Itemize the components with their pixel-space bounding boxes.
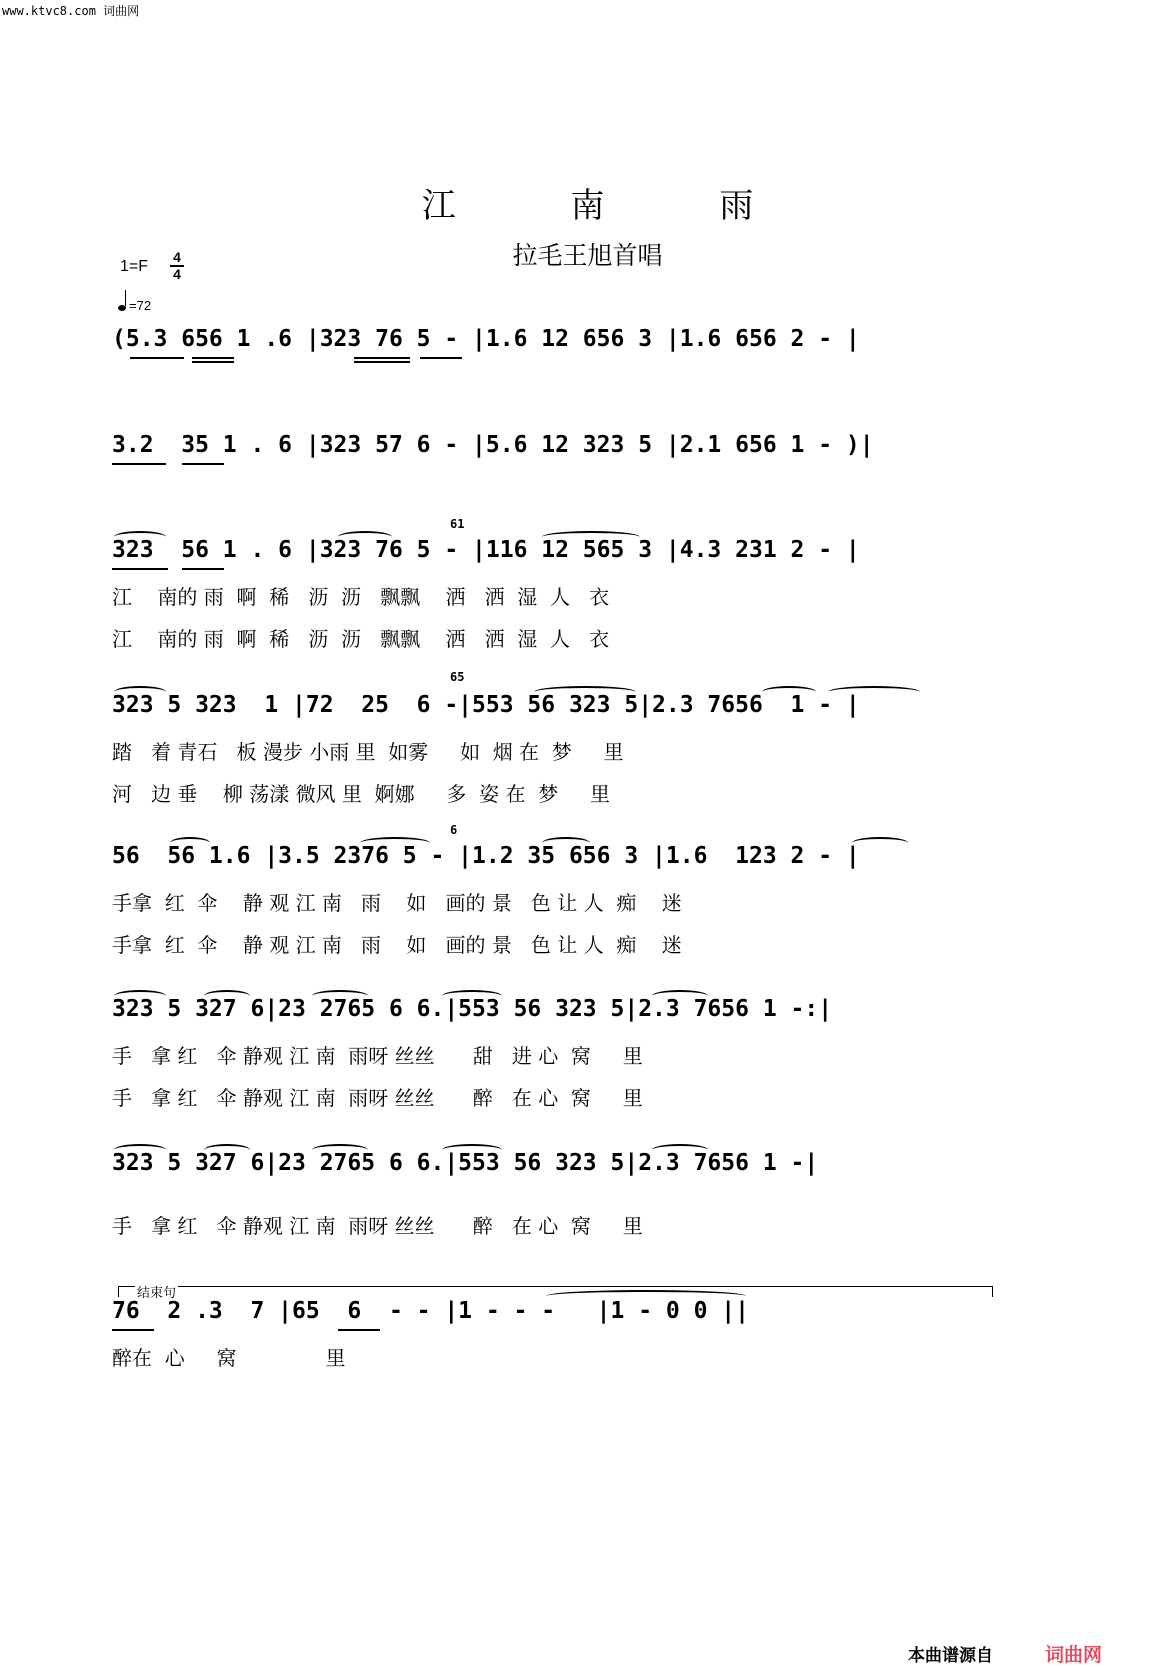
song-title [0,178,1175,227]
notes-line: 323 5 327 6|23 2765 6 6.|553 56 323 5|2.3 7656 1 -:| [112,996,833,1022]
lyric-line-2: 河 边 垂 柳 荡漾 微风 里 婀娜 多 姿 在 梦 里 [112,782,611,806]
underline [354,361,410,363]
lyric-line-1: 江 南的 雨 啊 稀 沥 沥 飘飘 洒 洒 湿 人 衣 [112,585,610,609]
tempo-marking [118,294,151,313]
ending-label: 结束句 [135,1282,178,1301]
note-stem-icon [125,290,126,306]
notes-line: 76 2 .3 7 |65 6 - - |1 - - - |1 - 0 0 || [112,1298,749,1324]
underline [182,568,224,570]
underline [192,361,234,363]
notes-line: (5.3 656 1 .6 |323 76 5 - |1.6 12 656 3 |1.6 656 2 - | [112,326,860,352]
title-char-2: 南 [570,186,605,226]
lyric-line-2: 手拿 红 伞 静 观 江 南 雨 如 画的 景 色 让 人 痴 迷 [112,933,682,957]
lyric-line-1: 醉在 心 窝 里 [112,1346,346,1370]
notes-line: 323 5 327 6|23 2765 6 6.|553 56 323 5|2.3 7656 1 -| [112,1150,819,1176]
site-logo: 词曲网 [1045,1644,1103,1666]
underline [420,357,462,359]
grace-notes: 65 [450,670,465,684]
title-char-1: 江 [421,186,456,226]
time-signature [170,250,184,282]
notes-line: 323 5 323 1 |72 25 6 -|553 56 323 5|2.3 7656 1 - | [112,692,860,718]
site-url: www.ktvc8.com 词曲网 [2,4,140,18]
notes-line: 56 56 1.6 |3.5 2376 5 - |1.2 35 656 3 |1.6 123 2 - | [112,843,860,869]
title-char-3: 雨 [719,186,754,226]
notes-line: 323 56 1 . 6 |323 76 5 - |116 12 565 3 |4.3 231 2 - | [112,537,860,563]
key-signature: 1=F [120,258,149,275]
underline [112,1329,154,1331]
underline [112,463,166,465]
lyric-line-2: 手 拿 红 伞 静观 江 南 雨呀 丝丝 醉 在 心 窝 里 [112,1086,643,1110]
grace-notes: 61 [450,517,465,531]
slur [852,837,908,849]
notes-line: 3.2 35 1 . 6 |323 57 6 - |5.6 12 323 5 |2.1 656 1 - )| [112,432,874,458]
underline [354,357,410,359]
lyric-line-1: 手 拿 红 伞 静观 江 南 雨呀 丝丝 醉 在 心 窝 里 [112,1214,643,1238]
song-subtitle: 拉毛王旭首唱 [512,241,663,270]
lyric-line-2: 江 南的 雨 啊 稀 沥 沥 飘飘 洒 洒 湿 人 衣 [112,627,610,651]
underline [182,463,224,465]
source-note: 本曲谱源自 [908,1646,993,1666]
lyric-line-1: 手拿 红 伞 静 观 江 南 雨 如 画的 景 色 让 人 痴 迷 [112,891,682,915]
underline [112,568,168,570]
lyric-line-1: 手 拿 红 伞 静观 江 南 雨呀 丝丝 甜 进 心 窝 里 [112,1044,643,1068]
underline [338,1329,380,1331]
underline [192,357,234,359]
underline [130,357,184,359]
time-sig-top: 4 [173,249,181,265]
tempo-value: =72 [129,298,152,313]
lyric-line-1: 踏 着 青石 板 漫步 小雨 里 如雾 如 烟 在 梦 里 [112,740,624,764]
time-sig-bottom: 4 [173,266,181,282]
grace-notes: 6 [450,823,458,837]
